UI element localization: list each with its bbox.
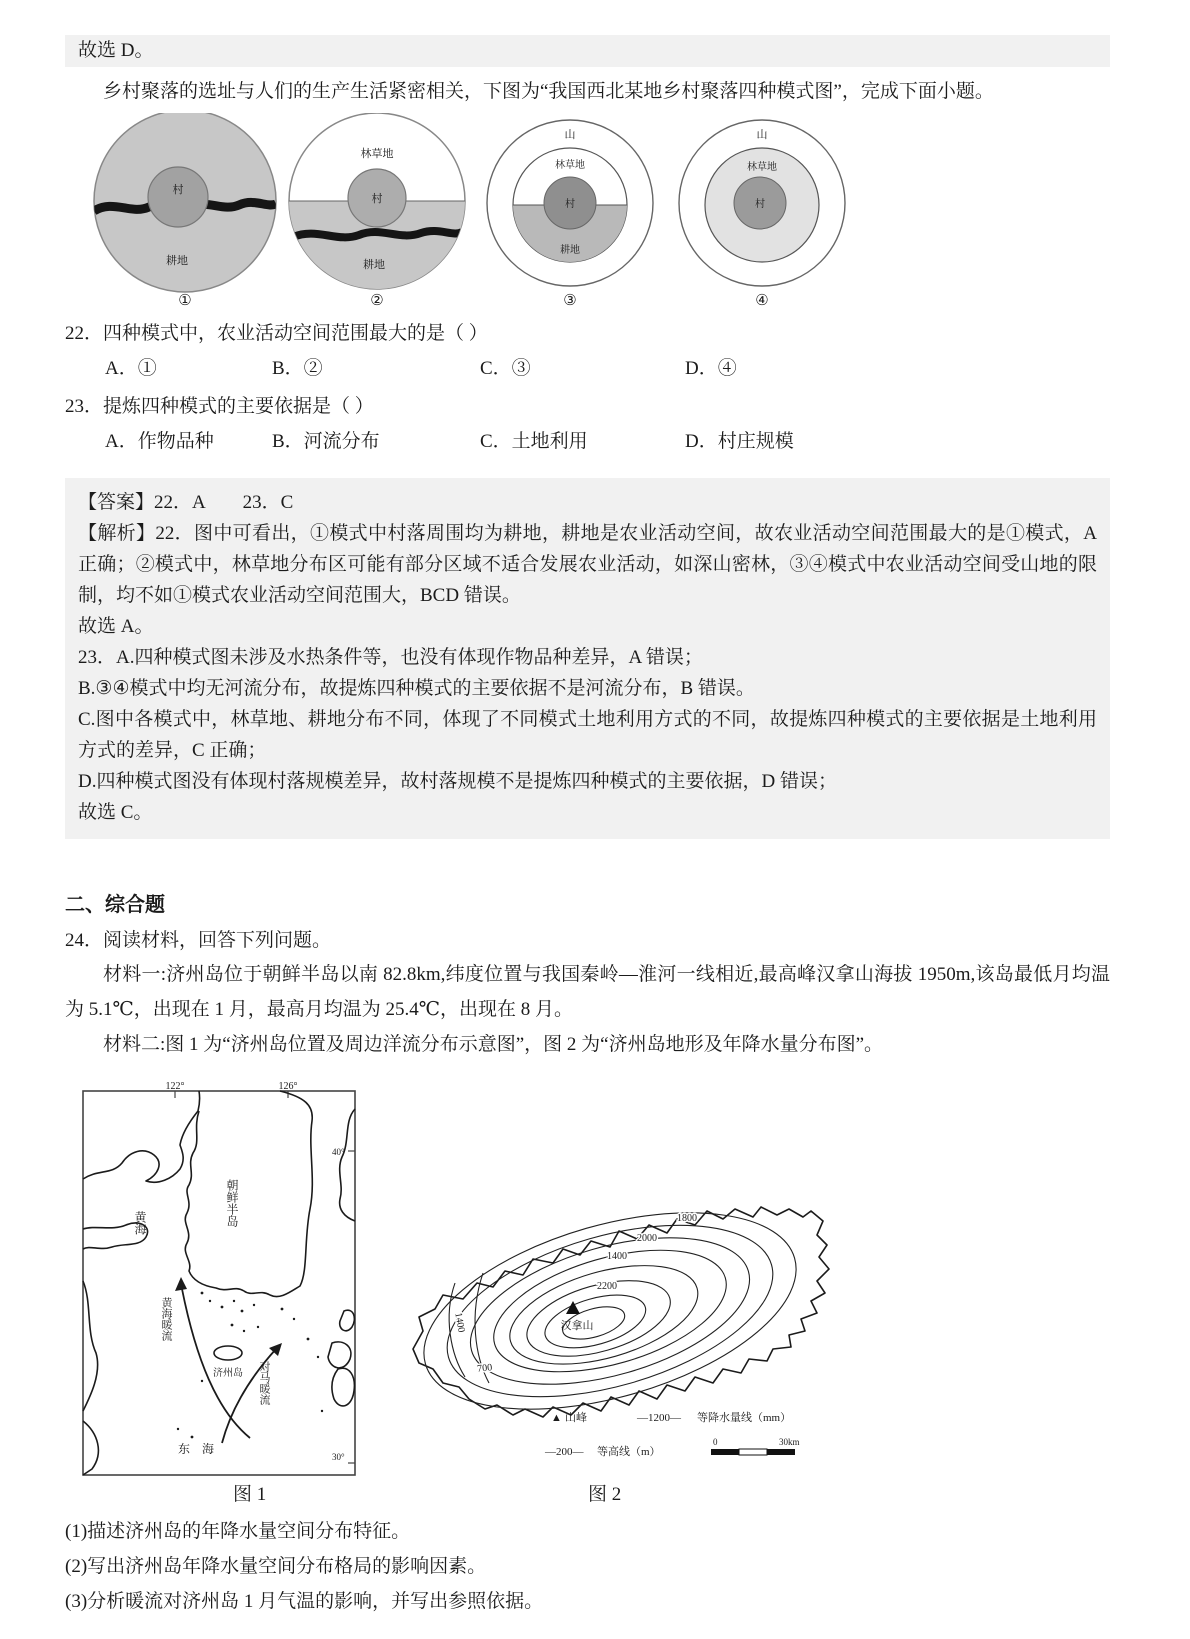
lat-label-30: 30° xyxy=(332,1452,345,1462)
option-b: B．② xyxy=(272,358,323,379)
figures-row xyxy=(65,1076,1110,1514)
explanation-22: 【解析】22．图中可看出，①模式中村落周围均为耕地，耕地是农业活动空间，故农业活动空间范围最大的是①模式，A 正确；②模式中，林草地分布区可能有部分区域不适合发展农业活动，如深山密林，③④模式中农业活动空间受山地的限制，均不如①模式农业活动空间范围大，BCD 错误。 xyxy=(78,523,1097,606)
option-d: D．④ xyxy=(685,358,737,379)
mode-4-diagram xyxy=(679,120,845,309)
subquestion-1: (1)描述济州岛的年降水量空间分布特征。 xyxy=(65,1521,411,1542)
small-islands-dots xyxy=(177,1292,323,1439)
scale-bar xyxy=(711,1449,795,1455)
mode-3-diagram xyxy=(487,120,653,309)
settlement-modes-svg xyxy=(65,113,1110,311)
kyushu-coastline xyxy=(328,1310,354,1406)
mode2-village-label: 村 xyxy=(371,193,383,205)
mode3-mountain-label: 山 xyxy=(564,129,576,141)
mode4-mountain-label: 山 xyxy=(756,129,768,141)
isohyet-legend-label: 等降水量线（mm） xyxy=(697,1412,792,1424)
material-2: 材料二:图 1 为“济州岛位置及周边洋流分布示意图”，图 2 为“济州岛地形及年降水量分布图”。 xyxy=(103,1034,884,1055)
contour-legend-label: 等高线（m） xyxy=(597,1446,661,1458)
hallasan-peak-label: 汉拿山 xyxy=(560,1320,594,1332)
contour-legend-sample: —200— xyxy=(545,1446,584,1458)
isohyet-value-label: 1400 xyxy=(607,1251,627,1262)
mode4-forest-label: 林草地 xyxy=(747,162,777,173)
prev-answer-strip xyxy=(65,35,1110,67)
question-23-options xyxy=(65,422,1110,457)
option-c: C．③ xyxy=(480,358,531,379)
jeju-location-map xyxy=(82,1081,357,1481)
option-c: C．土地利用 xyxy=(480,431,588,452)
korea-peninsula-label: 朝鲜半岛 xyxy=(225,1179,239,1227)
yellow-sea-warm-current-arrow xyxy=(182,1289,250,1438)
figure-2-caption: 图 2 xyxy=(588,1484,622,1505)
mode3-farmland-label: 耕地 xyxy=(560,245,580,256)
settlement-modes-figure xyxy=(65,113,1110,311)
question-intro: 乡村聚落的选址与人们的生产生活紧密相关，下图为“我国西北某地乡村聚落四种模式图”，完成下面小题。 xyxy=(103,81,994,102)
isoline-rings xyxy=(405,1175,818,1446)
explanation-23-c: C.图中各模式中，林草地、耕地分布不同，体现了不同模式土地利用方式的不同，故提炼四种模式的主要依据是土地利用方式的差异，C 正确； xyxy=(78,709,1097,761)
map-legend xyxy=(544,1410,800,1458)
mode3-village-label: 村 xyxy=(565,199,575,210)
mode3-forest-label: 林草地 xyxy=(555,160,585,171)
subquestion-3: (3)分析暖流对济州岛 1 月气温的影响，并写出参照依据。 xyxy=(65,1591,544,1612)
option-d: D．村庄规模 xyxy=(685,431,794,452)
honshu-coastline xyxy=(340,1109,355,1221)
scale-end-label: 30km xyxy=(779,1437,800,1447)
china-south-coastline xyxy=(83,1421,98,1475)
peak-legend-icon: ▲ xyxy=(551,1412,562,1424)
explanation-23-a: 23．A.四种模式图未涉及水热条件等，也没有体现作物品种差异，A 错误； xyxy=(78,647,703,668)
mode4-village-label: 村 xyxy=(755,199,765,210)
yellow-sea-label: 黄海 xyxy=(133,1211,147,1235)
subquestion-2: (2)写出济州岛年降水量空间分布格局的影响因素。 xyxy=(65,1556,487,1577)
jeju-island-outline xyxy=(214,1346,242,1360)
arrowhead-icon xyxy=(175,1277,187,1291)
peak-legend-label: 山峰 xyxy=(565,1412,587,1424)
prev-answer-text: 故选 D。 xyxy=(78,40,154,61)
option-b: B．河流分布 xyxy=(272,431,380,452)
section-heading: 二、综合题 xyxy=(65,894,165,916)
question-22-stem: 22．四种模式中，农业活动空间范围最大的是（ ） xyxy=(65,323,488,344)
explanation-23-b: B.③④模式中均无河流分布，故提炼四种模式的主要依据不是河流分布，B 错误。 xyxy=(78,678,755,699)
map-frame xyxy=(83,1091,355,1475)
isohyet-value-label: 1800 xyxy=(677,1213,697,1224)
question-24-stem: 24．阅读材料，回答下列问题。 xyxy=(65,930,332,951)
figure-1-caption: 图 1 xyxy=(233,1484,267,1505)
option-a: A．① xyxy=(105,358,157,379)
lon-label-126: 126° xyxy=(278,1081,298,1092)
korea-west-south-east-coastline xyxy=(185,1091,312,1297)
scale-zero-label: 0 xyxy=(713,1437,718,1447)
isohyet-legend-sample: —1200— xyxy=(637,1412,681,1424)
contour-value-label: 700 xyxy=(476,1362,493,1375)
tsushima-current-label: 对马暖流 xyxy=(258,1361,270,1405)
choose-c: 故选 C。 xyxy=(78,802,153,823)
china-northeast-coastline xyxy=(83,1091,200,1182)
lat-label-40: 40° xyxy=(332,1147,345,1157)
question-22-options xyxy=(65,349,1110,384)
mode3-number: ③ xyxy=(563,293,577,309)
mode1-village-area xyxy=(148,167,208,227)
yellow-sea-current-label: 黄海暖流 xyxy=(160,1297,172,1341)
mode1-number: ① xyxy=(178,293,192,309)
isohyet-value-label: 2200 xyxy=(597,1281,617,1292)
mode2-farmland-label: 耕地 xyxy=(363,259,385,271)
isohyet-value-label: 1400 xyxy=(452,1311,467,1334)
jeju-terrain-precipitation-map xyxy=(405,1171,835,1471)
china-east-coastline xyxy=(83,1281,98,1411)
mode2-number: ② xyxy=(370,293,384,309)
mode-2-diagram xyxy=(289,113,465,309)
mode4-number: ④ xyxy=(755,293,769,309)
east-china-sea-label: 东 海 xyxy=(178,1442,215,1456)
jeju-island-label: 济州岛 xyxy=(213,1368,243,1379)
choose-a: 故选 A。 xyxy=(78,616,154,637)
mode-1-diagram xyxy=(94,113,276,309)
explanation-23-d: D.四种模式图没有体现村落规模差异，故村落规模不是提炼四种模式的主要依据，D 错误； xyxy=(78,771,837,792)
answer-explanation-block xyxy=(65,478,1110,839)
option-a: A．作物品种 xyxy=(105,431,214,452)
lon-label-122: 122° xyxy=(165,1081,185,1092)
question-23-stem: 23．提炼四种模式的主要依据是（ ） xyxy=(65,396,374,417)
answer-line: 【答案】22．A 23．C xyxy=(78,492,294,513)
mode1-farmland-label: 耕地 xyxy=(166,255,188,267)
isohyet-value-label: 2000 xyxy=(637,1233,657,1244)
mode2-forest-label: 林草地 xyxy=(360,148,394,160)
material-1: 材料一:济州岛位于朝鲜半岛以南 82.8km,纬度位置与我国秦岭—淮河一线相近,最高峰汉拿山海拔 1950m,该岛最低月均温为 5.1℃，出现在 1 月，最高月均温为 25.4℃，出现在 8 月。 xyxy=(65,964,1110,1020)
mode1-village-label: 村 xyxy=(172,184,184,196)
